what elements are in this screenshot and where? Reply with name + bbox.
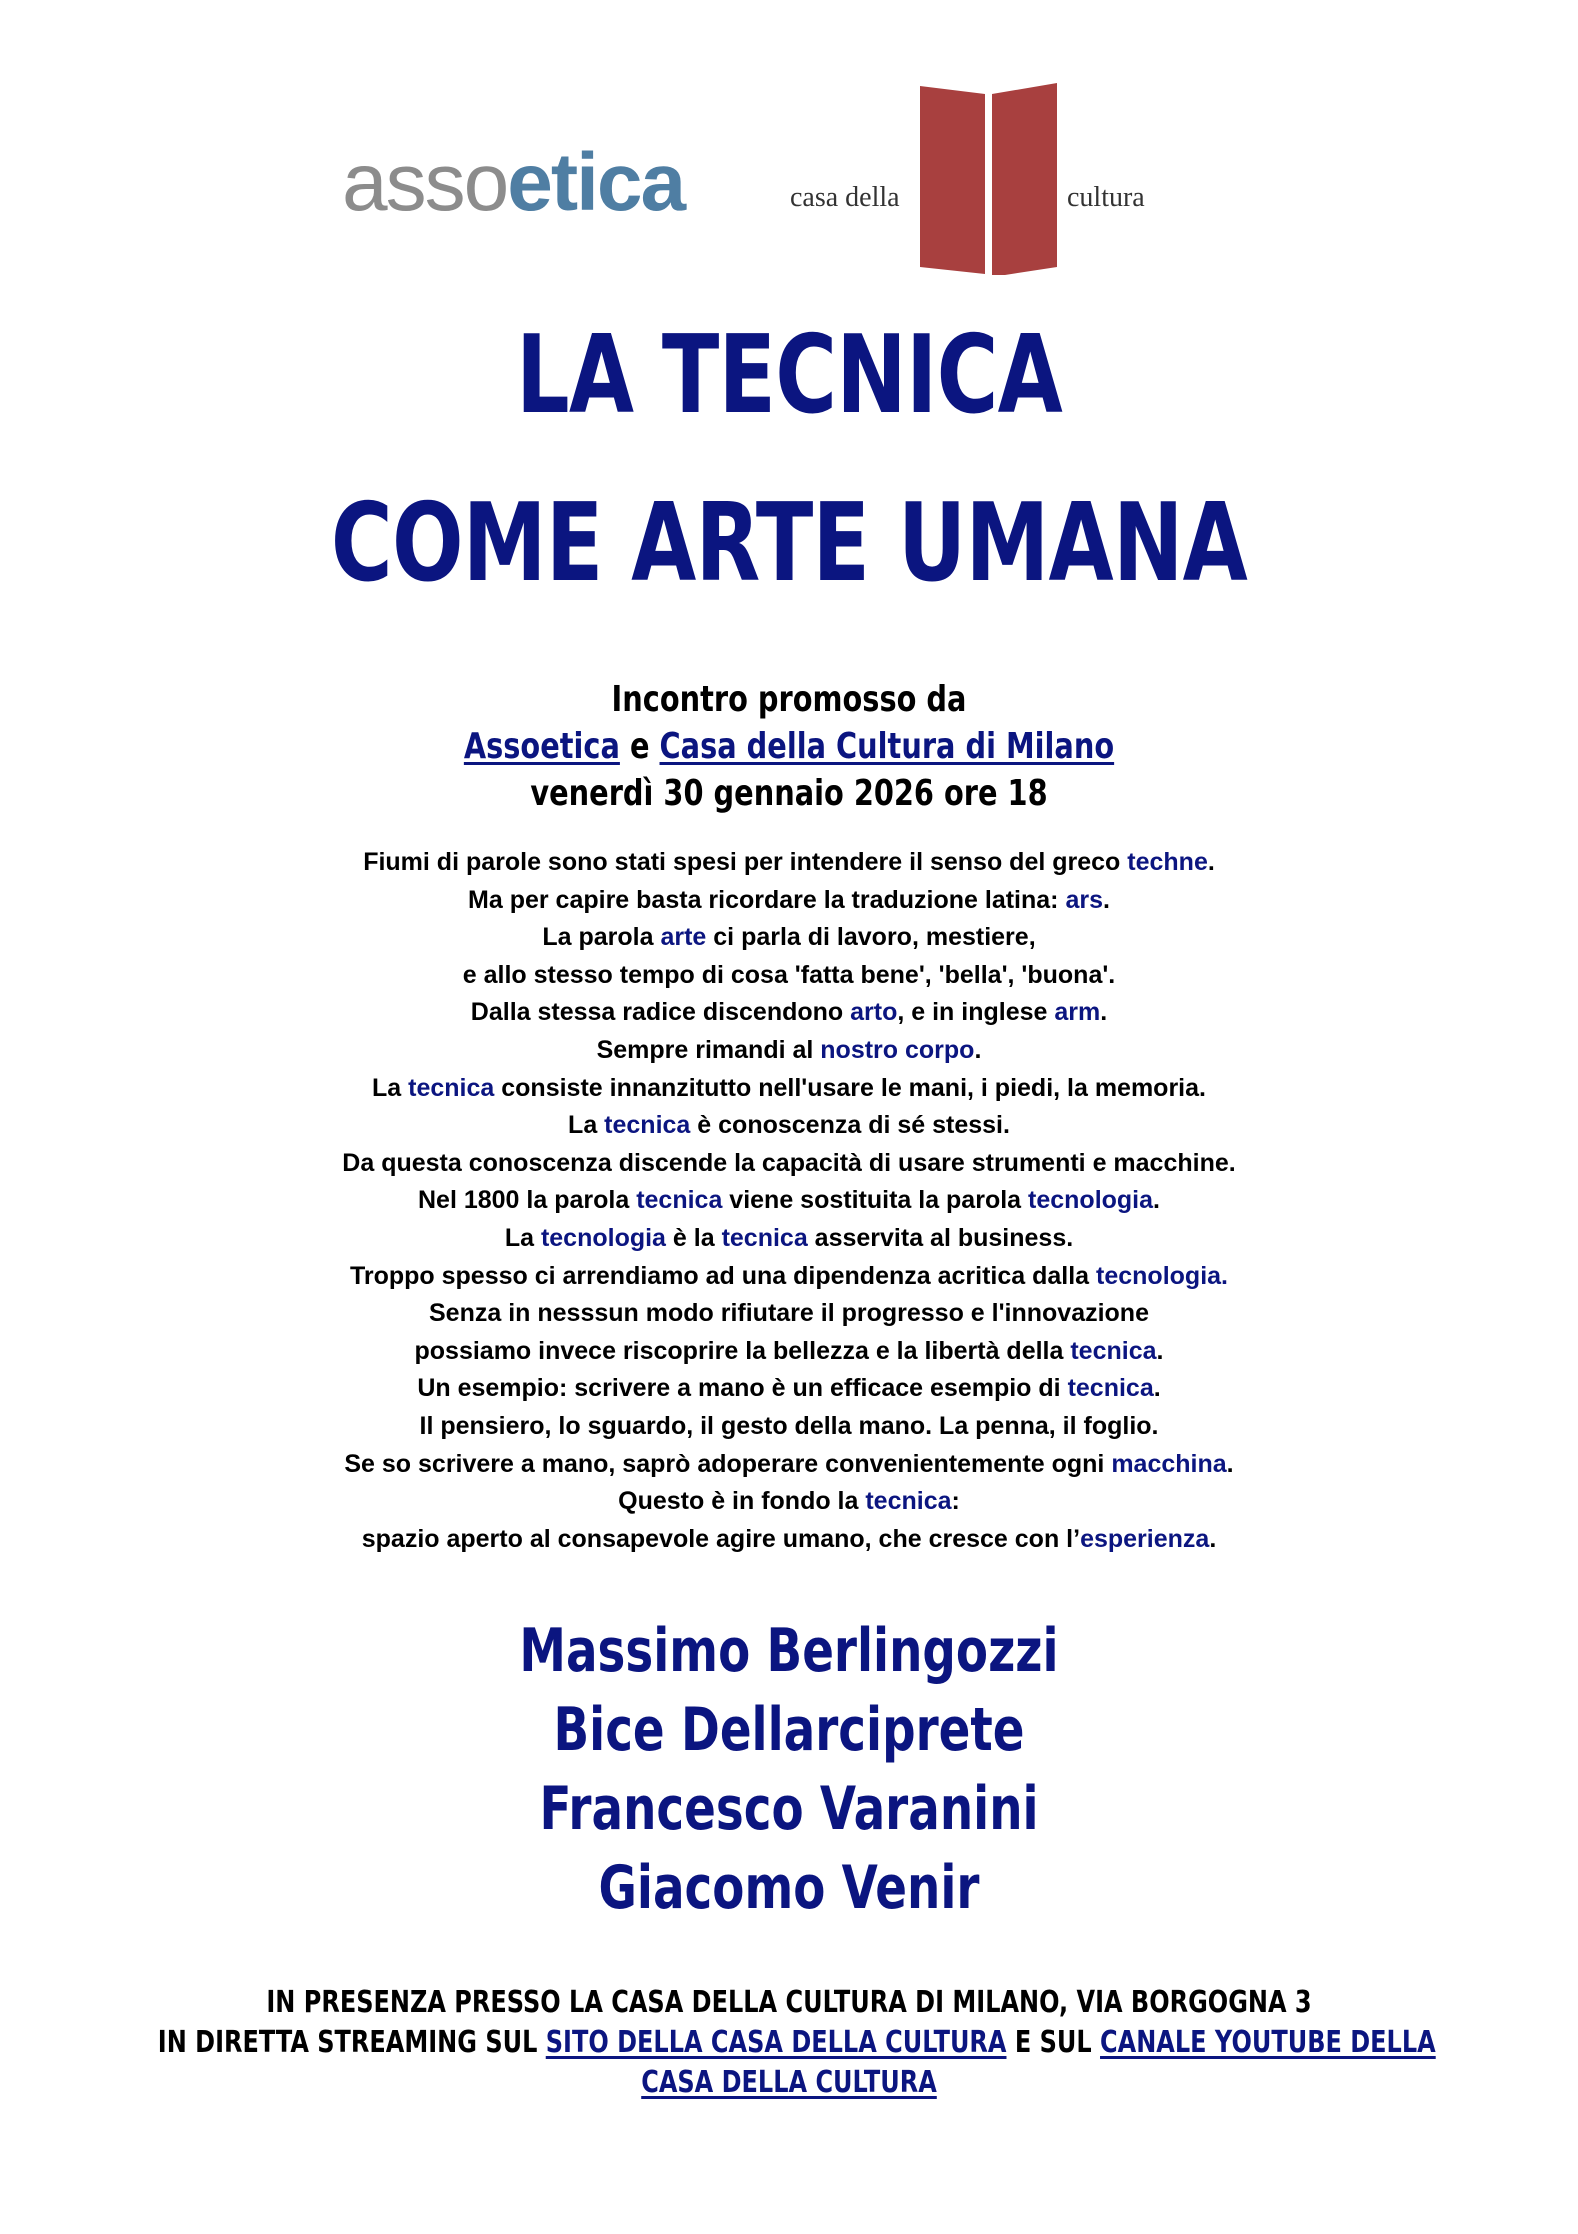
keyword-highlight: tecnica (636, 1186, 723, 1215)
body-text-segment: Dalla stessa radice discendono (470, 998, 851, 1027)
body-text-segment: Da questa conoscenza discende la capacità di usare strumenti e macchine. (342, 1148, 1236, 1177)
body-text-segment: La (568, 1111, 605, 1140)
casa-della-cultura-link[interactable]: Casa della Cultura di Milano (659, 726, 1115, 767)
body-text-segment: Se so scrivere a mano, saprò adoperare convenientemente ogni (344, 1449, 1112, 1478)
body-text-segment: è la (665, 1223, 722, 1252)
assoetica-logo-part-b: etica (507, 137, 685, 228)
body-text-segment: . (1209, 1524, 1217, 1553)
body-text-segment: Senza in nesssun modo rifiutare il progresso e l'innovazione (429, 1299, 1149, 1328)
youtube-channel-link-cont[interactable]: CASA DELLA CULTURA (641, 2065, 937, 2100)
promo-intro: Incontro promosso da (611, 679, 967, 720)
keyword-highlight: tecnica (721, 1223, 808, 1252)
footer-streaming-text-b: E SUL (1006, 2025, 1101, 2060)
site-link[interactable]: SITO DELLA CASA DELLA CULTURA (545, 2025, 1007, 2060)
body-text-segment: . (1153, 1186, 1160, 1215)
keyword-highlight: arto (850, 998, 898, 1027)
keyword-highlight: tecnologia. (1096, 1261, 1228, 1290)
body-line (0, 1182, 1578, 1220)
youtube-channel-link[interactable]: CANALE YOUTUBE DELLA (1100, 2025, 1436, 2060)
body-text-segment: : (951, 1487, 960, 1516)
body-text-segment: asservita al business. (807, 1223, 1074, 1252)
promo-organizers (158, 723, 1420, 770)
speaker-name: Giacomo Venir (598, 1853, 980, 1923)
keyword-highlight: esperienza (1080, 1524, 1210, 1553)
body-text-segment: viene sostituita la parola (722, 1186, 1029, 1215)
speaker-list (174, 1612, 1405, 1928)
keyword-highlight: nostro corpo (820, 1035, 975, 1064)
body-line (0, 1295, 1578, 1333)
assoetica-logo-part-a: asso (342, 137, 508, 228)
body-text-segment: Ma per capire basta ricordare la traduzione latina: (468, 885, 1066, 914)
body-line (0, 844, 1578, 882)
casa-logo-mark-icon (920, 70, 1060, 275)
body-text-segment: . (1153, 1374, 1161, 1403)
keyword-highlight: arm (1054, 998, 1101, 1027)
body-text-segment: . (1103, 885, 1110, 914)
keyword-highlight: tecnica (408, 1073, 495, 1102)
body-line (0, 1145, 1578, 1183)
body-text-segment: . (1156, 1336, 1164, 1365)
speaker-name: Francesco Varanini (539, 1774, 1039, 1844)
body-line (0, 994, 1578, 1032)
keyword-highlight: tecnica (1067, 1374, 1154, 1403)
body-text-segment: La parola (542, 923, 661, 952)
keyword-highlight: tecnologia (540, 1223, 666, 1252)
body-text-segment: Fiumi di parole sono stati spesi per intendere il senso del greco (363, 848, 1128, 876)
body-line (0, 1370, 1578, 1408)
event-date: venerdì 30 gennaio 2026 ore 18 (530, 773, 1048, 814)
body-line (0, 919, 1578, 957)
footer (157, 1983, 1436, 2103)
body-text-segment: consiste innanzitutto nell'usare le mani, i piedi, la memoria. (494, 1073, 1206, 1102)
body-text-segment: spazio aperto al consapevole agire umano, che cresce con l’ (361, 1524, 1081, 1553)
body-line (0, 1032, 1578, 1070)
body-text (0, 844, 1578, 1558)
keyword-highlight: tecnica (604, 1111, 691, 1140)
keyword-highlight: tecnica (1070, 1336, 1157, 1365)
assoetica-link[interactable]: Assoetica (463, 726, 620, 767)
body-line (0, 1107, 1578, 1145)
body-text-segment: La (372, 1073, 409, 1102)
body-text-segment: Troppo spesso ci arrendiamo ad una dipendenza acritica dalla (349, 1261, 1097, 1290)
body-line (0, 882, 1578, 920)
body-line (0, 1521, 1578, 1559)
footer-streaming-cont (158, 2063, 1420, 2103)
body-text-segment: . (974, 1035, 982, 1064)
keyword-highlight: arte (660, 923, 707, 952)
promo-conjunction: e (629, 726, 650, 767)
keyword-highlight: techne (1127, 848, 1208, 876)
body-line (0, 1070, 1578, 1108)
page-title-line-1: LA TECNICA (515, 313, 1063, 438)
keyword-highlight: tecnologia (1028, 1186, 1154, 1215)
body-text-segment: Il pensiero, lo sguardo, il gesto della mano. La penna, il foglio. (419, 1411, 1159, 1440)
body-text-segment: Nel 1800 la parola (418, 1186, 637, 1215)
footer-streaming-text-a: IN DIRETTA STREAMING SUL (157, 2025, 546, 2060)
assoetica-logo (342, 137, 685, 228)
body-text-segment: . (1226, 1449, 1234, 1478)
footer-streaming (157, 2023, 1436, 2063)
casa-logo-text-left: casa della (790, 182, 900, 213)
body-text-segment: La (504, 1223, 541, 1252)
body-text-segment: . (1207, 848, 1215, 876)
body-line (0, 1446, 1578, 1484)
body-text-segment: è conoscenza di sé stessi. (690, 1111, 1010, 1140)
body-text-segment: ci parla di lavoro, mestiere, (706, 923, 1036, 952)
body-line (0, 1333, 1578, 1371)
speaker-name: Massimo Berlingozzi (519, 1616, 1059, 1686)
keyword-highlight: macchina (1111, 1449, 1227, 1478)
body-text-segment: possiamo invece riscoprire la bellezza e la libertà della (414, 1336, 1071, 1365)
body-text-segment: . (1100, 998, 1108, 1027)
body-text-segment: Sempre rimandi al (596, 1035, 821, 1064)
body-text-segment: , e in inglese (897, 998, 1055, 1027)
keyword-highlight: ars (1065, 885, 1103, 914)
body-text-segment: Un esempio: scrivere a mano è un efficace esempio di (417, 1374, 1068, 1403)
body-text-segment: e allo stesso tempo di cosa 'fatta bene', 'bella', 'buona'. (462, 960, 1116, 989)
page-title-line-2: COME ARTE UMANA (330, 481, 1248, 606)
body-line (0, 1483, 1578, 1521)
keyword-highlight: tecnica (865, 1487, 952, 1516)
casa-della-cultura-logo (790, 70, 1170, 275)
body-line (0, 1258, 1578, 1296)
logo-bar (0, 60, 1578, 280)
body-line (0, 957, 1578, 995)
body-line (0, 1220, 1578, 1258)
footer-location: IN PRESENZA PRESSO LA CASA DELLA CULTURA DI MILANO, VIA BORGOGNA 3 (266, 1985, 1312, 2020)
body-line (0, 1408, 1578, 1446)
casa-logo-text-right: cultura (1067, 182, 1145, 213)
speaker-name: Bice Dellarciprete (553, 1695, 1025, 1765)
body-text-segment: Questo è in fondo la (618, 1487, 866, 1516)
event-info (158, 676, 1420, 817)
